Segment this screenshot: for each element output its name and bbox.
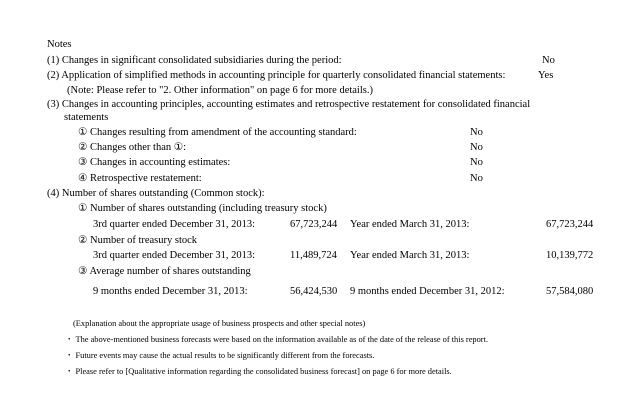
treasury-stock-left-label: 3rd quarter ended December 31, 2013: [93,250,256,261]
item3-sub3-label: ③ Changes in accounting estimates: [78,157,231,168]
item3-sub4-label: ④ Retrospective restatement: [78,173,202,184]
item3-sub3-value: No [470,157,483,168]
item1-label: (1) Changes in significant consolidated subsidiaries during the period: [47,55,342,66]
item3-sub4-value: No [470,173,483,184]
shares-outstanding-title: ① Number of shares outstanding (including treasury stock) [78,203,327,214]
explanation-bullet-3: ・ Please refer to [Qualitative information regarding the consolidated business forecast] on page 6 for more details. [65,367,452,376]
shares-outstanding-right-label: Year ended March 31, 2013: [350,219,470,230]
explanation-bullet-2: ・ Future events may cause the actual results to be significantly different from the forecasts. [65,351,375,360]
shares-outstanding-right-value: 67,723,244 [546,219,594,230]
item3-sub2-value: No [470,142,483,153]
treasury-stock-right-label: Year ended March 31, 2013: [350,250,470,261]
item2-label: (2) Application of simplified methods in accounting principle for quarterly consolidated financial statements: [47,70,506,81]
shares-outstanding-left-label: 3rd quarter ended December 31, 2013: [93,219,256,230]
treasury-stock-right-value: 10,139,772 [546,250,594,261]
item3-label: (3) Changes in accounting principles, accounting estimates and retrospective restatement for consolidated financial [47,99,531,110]
item3-sub2-label: ② Changes other than ①: [78,142,187,153]
notes-heading: Notes [47,39,72,50]
treasury-stock-left-value: 11,489,724 [290,250,337,261]
item2-value: Yes [538,70,554,81]
shares-outstanding-left-value: 67,723,244 [290,219,338,230]
item3-label-cont: statements [64,112,109,123]
average-shares-right-value: 57,584,080 [546,286,594,297]
item2-note: (Note: Please refer to "2. Other information" on page 6 for more details.) [67,85,373,96]
explanation-bullet-1: ・ The above-mentioned business forecasts were based on the information available as of the date of the release of this report. [65,335,489,344]
average-shares-right-label: 9 months ended December 31, 2012: [350,286,505,297]
treasury-stock-title: ② Number of treasury stock [78,235,198,246]
explanation-heading: (Explanation about the appropriate usage of business prospects and other special notes) [73,319,366,328]
average-shares-left-value: 56,424,530 [290,286,338,297]
average-shares-title: ③ Average number of shares outstanding [78,266,251,277]
item3-sub1-value: No [470,127,483,138]
item1-value: No [542,55,555,66]
item3-sub1-label: ① Changes resulting from amendment of the accounting standard: [78,127,357,138]
average-shares-left-label: 9 months ended December 31, 2013: [93,286,248,297]
item4-label: (4) Number of shares outstanding (Common stock): [47,188,265,199]
